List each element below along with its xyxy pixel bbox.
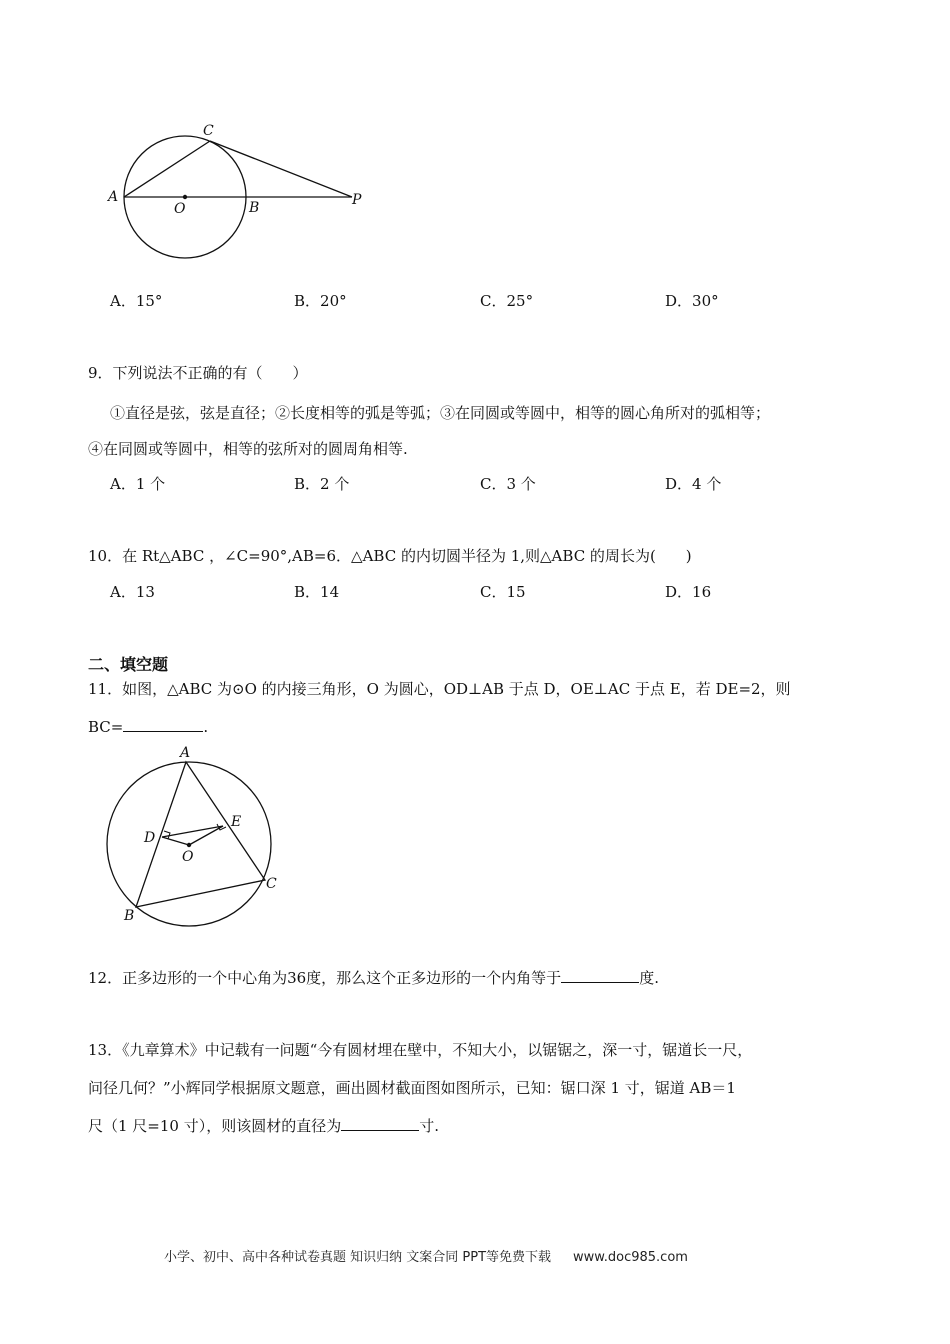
q13-text: 尺（1 尺=10 寸），则该圆材的直径为 [88,1117,342,1135]
section-title-fill-in: 二、填空题 [88,655,169,674]
q9-stem: 9．下列说法不正确的有（ ） [88,364,308,382]
q13-answer-blank[interactable] [341,1116,419,1131]
q9-option-c: C．3 个 [480,475,536,493]
label-p: P [352,192,362,208]
label-c: C [266,876,277,892]
label-b: B [124,908,135,924]
q9-statement-line1: ①直径是弦，弦是直径；②长度相等的弧是等弧；③在同圆或等圆中，相等的圆心角所对的弧相等； [110,404,771,422]
segment-ac [124,141,210,197]
label-b: B [249,200,260,216]
q10-option-c: C．15 [480,583,526,601]
q10-option-b: B．14 [294,583,340,601]
q9-option-b: B．2 个 [294,475,350,493]
q13-suffix: 寸. [419,1117,440,1135]
q9-option-a: A．1 个 [110,475,166,493]
q8-option-a: A．15° [110,292,163,310]
q12-answer-blank[interactable] [561,968,639,983]
label-c: C [203,123,214,139]
q13-line2: 问径几何？”小辉同学根据原文题意，画出圆材截面图如图所示，已知：锯口深 1 寸，锯道 AB＝1 [88,1079,736,1097]
q11-line1: 11．如图，△ABC 为⊙O 的内接三角形，O 为圆心，OD⊥AB 于点 D，OE⊥AC 于点 E，若 DE=2，则 [88,680,791,698]
footer [164,1246,688,1265]
label-o: O [174,201,186,217]
q13-line3 [88,1115,439,1136]
q8-option-c: C．25° [480,292,534,310]
q10-option-d: D．16 [665,583,712,601]
q11-line2 [88,717,208,736]
segment-cp [210,141,352,197]
q9-statement-line2: ④在同圆或等圆中，相等的弦所对的圆周角相等. [88,440,408,458]
q8-option-b: B．20° [294,292,347,310]
q10-stem: 10．在 Rt△ABC ，∠C=90°,AB=6．△ABC 的内切圆半径为 1,则△ABC 的周长为( ) [88,547,692,565]
label-e: E [231,814,242,830]
label-a: A [108,189,119,205]
q8-option-d: D．30° [665,292,719,310]
center-dot [183,195,187,199]
q9-option-d: D．4 个 [665,475,722,493]
q12-line [88,967,659,988]
q12-text: 12．正多边形的一个中心角为36度，那么这个正多边形的一个内角等于 [88,969,562,987]
q11-answer-suffix: . [203,718,209,736]
label-a: A [180,745,191,761]
figure-circle-tangent [100,115,380,265]
q11-answer-prefix: BC= [88,718,124,736]
figure-inscribed-triangle [100,740,290,930]
triangle-abc [136,762,265,907]
q10-option-a: A．13 [110,583,155,601]
q13-line1: 13．《九章算术》中记载有一问题“今有圆材埋在壁中，不知大小，以锯锯之，深一寸，锯道长一尺， [88,1041,753,1059]
footer-text: 小学、初中、高中各种试卷真题 知识归纳 文案合同 PPT等免费下载 [164,1250,552,1265]
segment-od [162,837,189,845]
q12-suffix: 度. [639,969,659,987]
footer-site-link[interactable]: www.doc985.com [573,1250,688,1265]
label-d: D [144,830,156,846]
q11-answer-blank[interactable] [123,717,203,732]
label-o: O [182,849,194,865]
center-dot [187,843,191,847]
